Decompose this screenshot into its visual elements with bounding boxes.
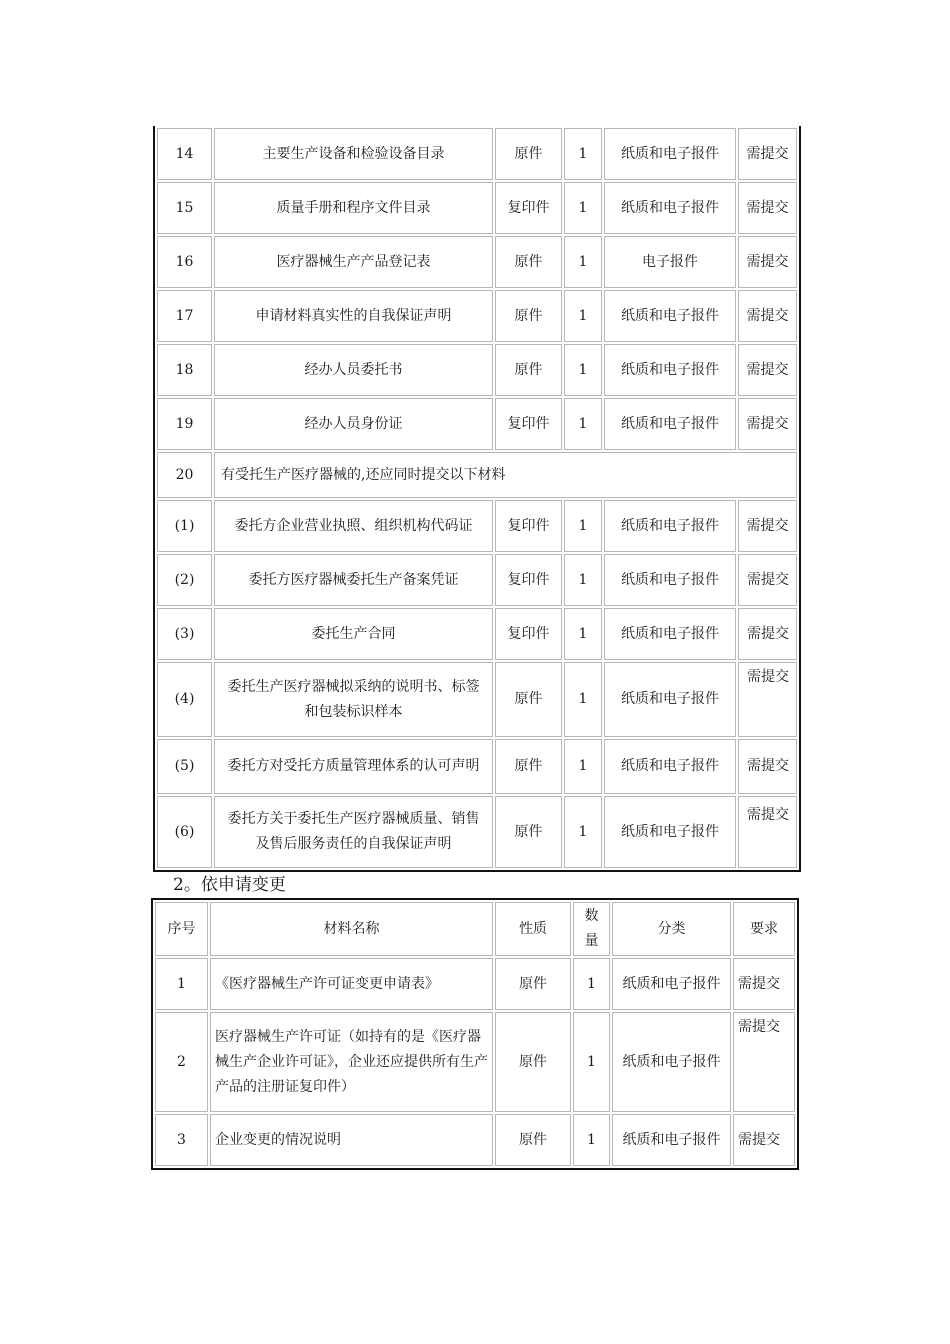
material-nature: 原件 xyxy=(495,236,562,288)
material-quantity: 1 xyxy=(564,128,602,180)
header-name: 材料名称 xyxy=(210,902,493,956)
material-category: 纸质和电子报件 xyxy=(604,554,736,606)
material-name: 委托方对受托方质量管理体系的认可声明 xyxy=(214,739,493,794)
material-requirement: 需提交 xyxy=(738,236,797,288)
material-nature: 复印件 xyxy=(495,608,562,660)
header-category: 分类 xyxy=(612,902,731,956)
material-quantity: 1 xyxy=(564,554,602,606)
material-requirement: 需提交 xyxy=(738,554,797,606)
material-name: 医疗器械生产许可证（如持有的是《医疗器械生产企业许可证》，企业还应提供所有生产产品的注册证复印件） xyxy=(210,1012,493,1112)
table-row xyxy=(157,500,797,552)
material-requirement: 需提交 xyxy=(738,182,797,234)
material-requirement: 需提交 xyxy=(733,958,795,1010)
header-quantity: 数量 xyxy=(573,902,610,956)
material-requirement: 需提交 xyxy=(738,128,797,180)
material-nature: 原件 xyxy=(495,1012,571,1112)
material-quantity: 1 xyxy=(564,796,602,868)
material-nature: 原件 xyxy=(495,1114,571,1166)
row-number: 16 xyxy=(157,236,212,288)
materials-table-continued xyxy=(153,126,801,872)
material-nature: 复印件 xyxy=(495,398,562,450)
material-requirement: 需提交 xyxy=(738,398,797,450)
material-quantity: 1 xyxy=(564,398,602,450)
material-category: 纸质和电子报件 xyxy=(604,290,736,342)
material-quantity: 1 xyxy=(564,500,602,552)
material-nature: 原件 xyxy=(495,796,562,868)
material-category: 纸质和电子报件 xyxy=(604,739,736,794)
table-row xyxy=(157,608,797,660)
header-requirement: 要求 xyxy=(733,902,795,956)
material-quantity: 1 xyxy=(573,1012,610,1112)
row-number: 20 xyxy=(157,452,212,498)
material-name: 《医疗器械生产许可证变更申请表》 xyxy=(210,958,493,1010)
material-quantity: 1 xyxy=(564,344,602,396)
material-nature: 复印件 xyxy=(495,554,562,606)
row-number: 3 xyxy=(155,1114,208,1166)
material-name: 申请材料真实性的自我保证声明 xyxy=(214,290,493,342)
material-name: 委托方企业营业执照、组织机构代码证 xyxy=(214,500,493,552)
material-requirement: 需提交 xyxy=(738,344,797,396)
table-row xyxy=(157,452,797,498)
material-quantity: 1 xyxy=(573,958,610,1010)
material-requirement: 需提交 xyxy=(738,796,797,868)
material-category: 纸质和电子报件 xyxy=(612,1114,731,1166)
material-quantity: 1 xyxy=(564,662,602,737)
material-name: 经办人员委托书 xyxy=(214,344,493,396)
row-number: (2) xyxy=(157,554,212,606)
material-nature: 原件 xyxy=(495,344,562,396)
material-nature: 原件 xyxy=(495,128,562,180)
row-number: (3) xyxy=(157,608,212,660)
material-name: 委托方医疗器械委托生产备案凭证 xyxy=(214,554,493,606)
header-nature: 性质 xyxy=(495,902,571,956)
row-number: 19 xyxy=(157,398,212,450)
material-name: 质量手册和程序文件目录 xyxy=(214,182,493,234)
row-number: 17 xyxy=(157,290,212,342)
material-quantity: 1 xyxy=(564,739,602,794)
material-nature: 原件 xyxy=(495,739,562,794)
material-requirement: 需提交 xyxy=(733,1114,795,1166)
table-header-row xyxy=(155,902,795,956)
table-row xyxy=(155,958,795,1010)
material-category: 纸质和电子报件 xyxy=(604,398,736,450)
table-row xyxy=(157,662,797,737)
material-category: 纸质和电子报件 xyxy=(604,662,736,737)
material-quantity: 1 xyxy=(564,182,602,234)
material-requirement: 需提交 xyxy=(738,739,797,794)
material-category: 纸质和电子报件 xyxy=(612,958,731,1010)
table-row xyxy=(155,1114,795,1166)
table-row xyxy=(155,1012,795,1112)
table-row xyxy=(157,739,797,794)
material-category: 纸质和电子报件 xyxy=(604,796,736,868)
material-requirement: 需提交 xyxy=(738,500,797,552)
row-number: 18 xyxy=(157,344,212,396)
material-category: 纸质和电子报件 xyxy=(604,344,736,396)
material-requirement: 需提交 xyxy=(738,290,797,342)
material-requirement: 需提交 xyxy=(738,608,797,660)
table-row xyxy=(157,236,797,288)
entrusted-production-note: 有受托生产医疗器械的,还应同时提交以下材料 xyxy=(214,452,797,498)
material-name: 企业变更的情况说明 xyxy=(210,1114,493,1166)
table-row xyxy=(157,796,797,868)
material-nature: 原件 xyxy=(495,662,562,737)
material-name: 医疗器械生产产品登记表 xyxy=(214,236,493,288)
header-no: 序号 xyxy=(155,902,208,956)
row-number: 2 xyxy=(155,1012,208,1112)
material-requirement: 需提交 xyxy=(733,1012,795,1112)
table-row xyxy=(157,398,797,450)
material-name: 委托生产医疗器械拟采纳的说明书、标签和包装标识样本 xyxy=(214,662,493,737)
material-quantity: 1 xyxy=(573,1114,610,1166)
material-name: 经办人员身份证 xyxy=(214,398,493,450)
material-quantity: 1 xyxy=(564,236,602,288)
row-number: (4) xyxy=(157,662,212,737)
row-number: 1 xyxy=(155,958,208,1010)
material-name: 委托生产合同 xyxy=(214,608,493,660)
change-application-table xyxy=(151,898,799,1170)
row-number: (6) xyxy=(157,796,212,868)
table-row xyxy=(157,554,797,606)
table-row xyxy=(157,182,797,234)
material-name: 委托方关于委托生产医疗器械质量、销售及售后服务责任的自我保证声明 xyxy=(214,796,493,868)
section-heading: 2。依申请变更 xyxy=(173,875,286,895)
table-row xyxy=(157,128,797,180)
material-name: 主要生产设备和检验设备目录 xyxy=(214,128,493,180)
material-nature: 复印件 xyxy=(495,500,562,552)
row-number: (5) xyxy=(157,739,212,794)
material-category: 纸质和电子报件 xyxy=(604,182,736,234)
row-number: 14 xyxy=(157,128,212,180)
material-nature: 复印件 xyxy=(495,182,562,234)
material-category: 纸质和电子报件 xyxy=(604,608,736,660)
material-quantity: 1 xyxy=(564,290,602,342)
row-number: 15 xyxy=(157,182,212,234)
material-nature: 原件 xyxy=(495,290,562,342)
material-category: 纸质和电子报件 xyxy=(604,500,736,552)
material-category: 纸质和电子报件 xyxy=(604,128,736,180)
material-category: 纸质和电子报件 xyxy=(612,1012,731,1112)
table-row xyxy=(157,290,797,342)
table-row xyxy=(157,344,797,396)
row-number: (1) xyxy=(157,500,212,552)
material-quantity: 1 xyxy=(564,608,602,660)
material-nature: 原件 xyxy=(495,958,571,1010)
material-category: 电子报件 xyxy=(604,236,736,288)
material-requirement: 需提交 xyxy=(738,662,797,737)
